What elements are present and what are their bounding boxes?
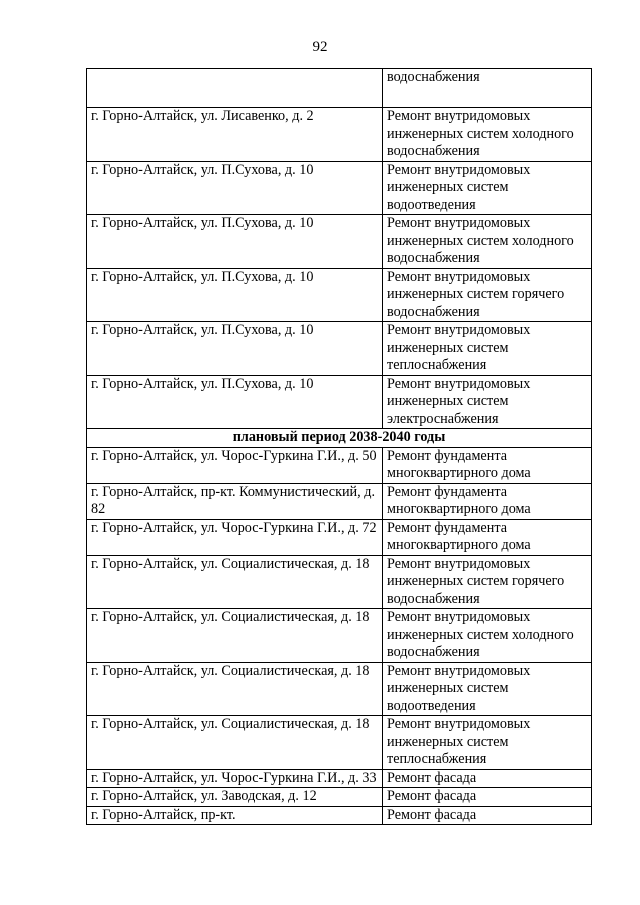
address-cell: г. Горно-Алтайск, ул. П.Сухова, д. 10 — [87, 322, 383, 376]
table-row — [87, 769, 592, 788]
address-cell — [87, 69, 383, 108]
address-cell: г. Горно-Алтайск, ул. Чорос-Гуркина Г.И., д. 50 — [87, 447, 383, 483]
table-row — [87, 555, 592, 609]
address-cell: г. Горно-Алтайск, ул. П.Сухова, д. 10 — [87, 215, 383, 269]
work-type-cell: Ремонт фасада — [383, 769, 592, 788]
table-row — [87, 108, 592, 162]
address-cell: г. Горно-Алтайск, ул. Чорос-Гуркина Г.И., д. 33 — [87, 769, 383, 788]
work-type-cell: Ремонт внутридомовых инженерных систем водоотведения — [383, 662, 592, 716]
address-cell: г. Горно-Алтайск, ул. П.Сухова, д. 10 — [87, 161, 383, 215]
work-type-cell: Ремонт внутридомовых инженерных систем теплоснабжения — [383, 716, 592, 770]
address-cell: г. Горно-Алтайск, пр-кт. — [87, 806, 383, 825]
table-row — [87, 375, 592, 429]
address-cell: г. Горно-Алтайск, ул. П.Сухова, д. 10 — [87, 268, 383, 322]
work-type-cell: Ремонт внутридомовых инженерных систем холодного водоснабжения — [383, 609, 592, 663]
table-row — [87, 806, 592, 825]
work-type-cell: Ремонт внутридомовых инженерных систем горячего водоснабжения — [383, 268, 592, 322]
work-type-cell: Ремонт фундамента многоквартирного дома — [383, 519, 592, 555]
work-type-cell: Ремонт внутридомовых инженерных систем теплоснабжения — [383, 322, 592, 376]
section-title: плановый период 2038-2040 годы — [87, 429, 592, 448]
table-row — [87, 69, 592, 108]
work-type-cell: Ремонт внутридомовых инженерных систем водоотведения — [383, 161, 592, 215]
page-number: 92 — [312, 39, 328, 55]
work-type-cell: Ремонт внутридомовых инженерных систем электроснабжения — [383, 375, 592, 429]
address-cell: г. Горно-Алтайск, ул. Заводская, д. 12 — [87, 788, 383, 807]
table-row — [87, 716, 592, 770]
table-row — [87, 215, 592, 269]
address-cell: г. Горно-Алтайск, ул. Социалистическая, д. 18 — [87, 716, 383, 770]
table-row — [87, 161, 592, 215]
work-type-cell: Ремонт внутридомовых инженерных систем горячего водоснабжения — [383, 555, 592, 609]
table-row — [87, 322, 592, 376]
section-header-row — [87, 429, 592, 448]
table-row — [87, 519, 592, 555]
work-type-cell: водоснабжения — [383, 69, 592, 108]
address-cell: г. Горно-Алтайск, ул. Чорос-Гуркина Г.И., д. 72 — [87, 519, 383, 555]
address-cell: г. Горно-Алтайск, ул. П.Сухова, д. 10 — [87, 375, 383, 429]
table-row — [87, 483, 592, 519]
work-type-cell: Ремонт фасада — [383, 788, 592, 807]
address-cell: г. Горно-Алтайск, пр-кт. Коммунистический, д. 82 — [87, 483, 383, 519]
table-row — [87, 609, 592, 663]
work-type-cell: Ремонт фасада — [383, 806, 592, 825]
work-type-cell: Ремонт внутридомовых инженерных систем холодного водоснабжения — [383, 108, 592, 162]
address-cell: г. Горно-Алтайск, ул. Социалистическая, д. 18 — [87, 555, 383, 609]
address-cell: г. Горно-Алтайск, ул. Лисавенко, д. 2 — [87, 108, 383, 162]
table-row — [87, 788, 592, 807]
address-cell: г. Горно-Алтайск, ул. Социалистическая, д. 18 — [87, 662, 383, 716]
address-cell: г. Горно-Алтайск, ул. Социалистическая, д. 18 — [87, 609, 383, 663]
work-type-cell: Ремонт фундамента многоквартирного дома — [383, 483, 592, 519]
work-type-cell: Ремонт внутридомовых инженерных систем холодного водоснабжения — [383, 215, 592, 269]
table-row — [87, 268, 592, 322]
table-row — [87, 662, 592, 716]
work-type-cell: Ремонт фундамента многоквартирного дома — [383, 447, 592, 483]
table-row — [87, 447, 592, 483]
capital-repair-table — [86, 68, 592, 825]
